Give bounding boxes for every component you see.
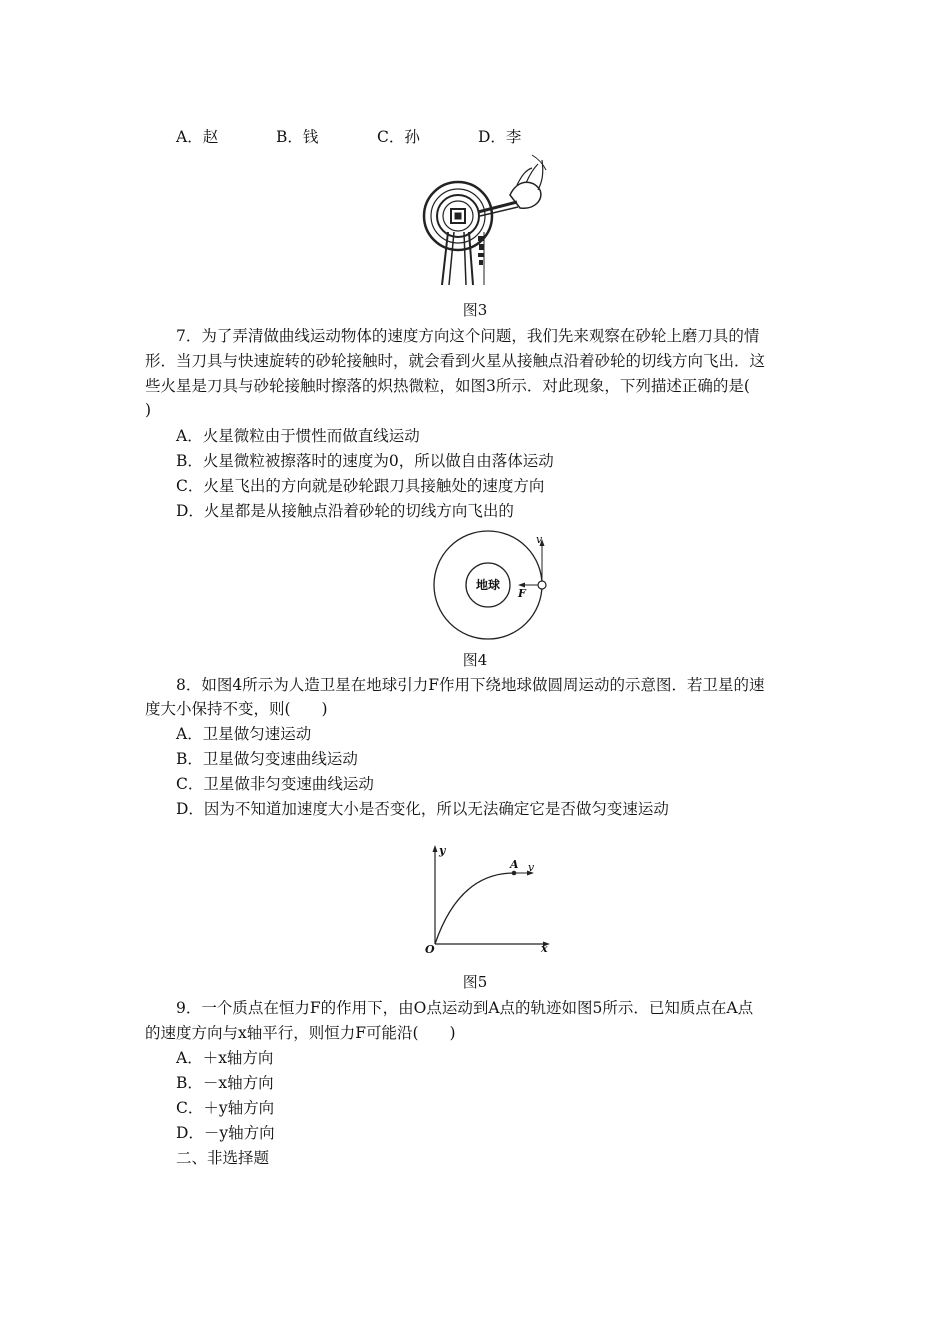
q8-option-a: A．卫星做匀速运动 xyxy=(176,725,312,743)
origin-label: O xyxy=(425,943,435,955)
grinding-wheel-figure xyxy=(422,150,552,286)
q9-stem-line-1: 9．一个质点在恒力F的作用下，由O点运动到A点的轨迹如图5所示．已知质点在A点 xyxy=(176,999,754,1017)
q7-stem-line-2: 形．当刀具与快速旋转的砂轮接触时，就会看到火星从接触点沿着砂轮的切线方向飞出．这 xyxy=(145,352,766,370)
q7-option-a: A．火星微粒由于惯性而做直线运动 xyxy=(176,427,420,445)
figure-4-caption: 图4 xyxy=(462,651,488,669)
q8-option-c: C．卫星做非匀变速曲线运动 xyxy=(176,775,374,793)
q7-stem-line-3: 些火星是刀具与砂轮接触时擦落的炽热微粒，如图3所示．对此现象，下列描述正确的是( xyxy=(145,377,750,395)
q6-option-a: A．赵 xyxy=(176,128,219,146)
trajectory-curve xyxy=(435,873,514,944)
q8-option-b: B．卫星做匀变速曲线运动 xyxy=(176,750,358,768)
q9-option-a: A．＋x轴方向 xyxy=(176,1049,274,1067)
velocity-label: v xyxy=(536,533,543,546)
figure-5-caption: 图5 xyxy=(462,973,488,991)
q6-option-d: D．李 xyxy=(478,128,522,146)
q7-stem-line-1: 7．为了弄清做曲线运动物体的速度方向这个问题，我们先来观察在砂轮上磨刀具的情 xyxy=(176,327,760,345)
satellite-orbit-figure xyxy=(430,527,555,647)
q9-option-b: B．－x轴方向 xyxy=(176,1074,274,1092)
q7-option-d: D．火星都是从接触点沿着砂轮的切线方向飞出的 xyxy=(176,502,514,520)
q9-option-d: D．－y轴方向 xyxy=(176,1124,275,1142)
q9-stem-line-2: 的速度方向与x轴平行，则恒力F可能沿( ) xyxy=(145,1024,456,1042)
q8-stem-line-2: 度大小保持不变，则( ) xyxy=(145,700,328,718)
x-axis-label: x xyxy=(541,942,548,955)
q9-option-c: C．＋y轴方向 xyxy=(176,1099,275,1117)
force-label: F xyxy=(518,587,526,600)
point-a-label: A xyxy=(510,858,519,871)
velocity-label-a: v xyxy=(528,861,535,874)
y-axis-label: y xyxy=(439,844,446,857)
satellite-dot xyxy=(538,581,546,589)
q8-option-d: D．因为不知道加速度大小是否变化，所以无法确定它是否做匀变速运动 xyxy=(176,800,669,818)
figure-3-caption: 图3 xyxy=(462,301,488,319)
q6-option-b: B．钱 xyxy=(276,128,319,146)
q7-option-c: C．火星飞出的方向就是砂轮跟刀具接触处的速度方向 xyxy=(176,477,545,495)
q7-option-b: B．火星微粒被擦落时的速度为0，所以做自由落体运动 xyxy=(176,452,554,470)
q7-stem-line-4: ) xyxy=(145,401,152,419)
section-heading: 二、非选择题 xyxy=(176,1149,270,1167)
trajectory-figure xyxy=(420,840,560,955)
earth-label: 地球 xyxy=(475,578,501,592)
q6-option-c: C．孙 xyxy=(377,128,420,146)
q8-stem-line-1: 8．如图4所示为人造卫星在地球引力F作用下绕地球做圆周运动的示意图．若卫星的速 xyxy=(176,676,765,694)
